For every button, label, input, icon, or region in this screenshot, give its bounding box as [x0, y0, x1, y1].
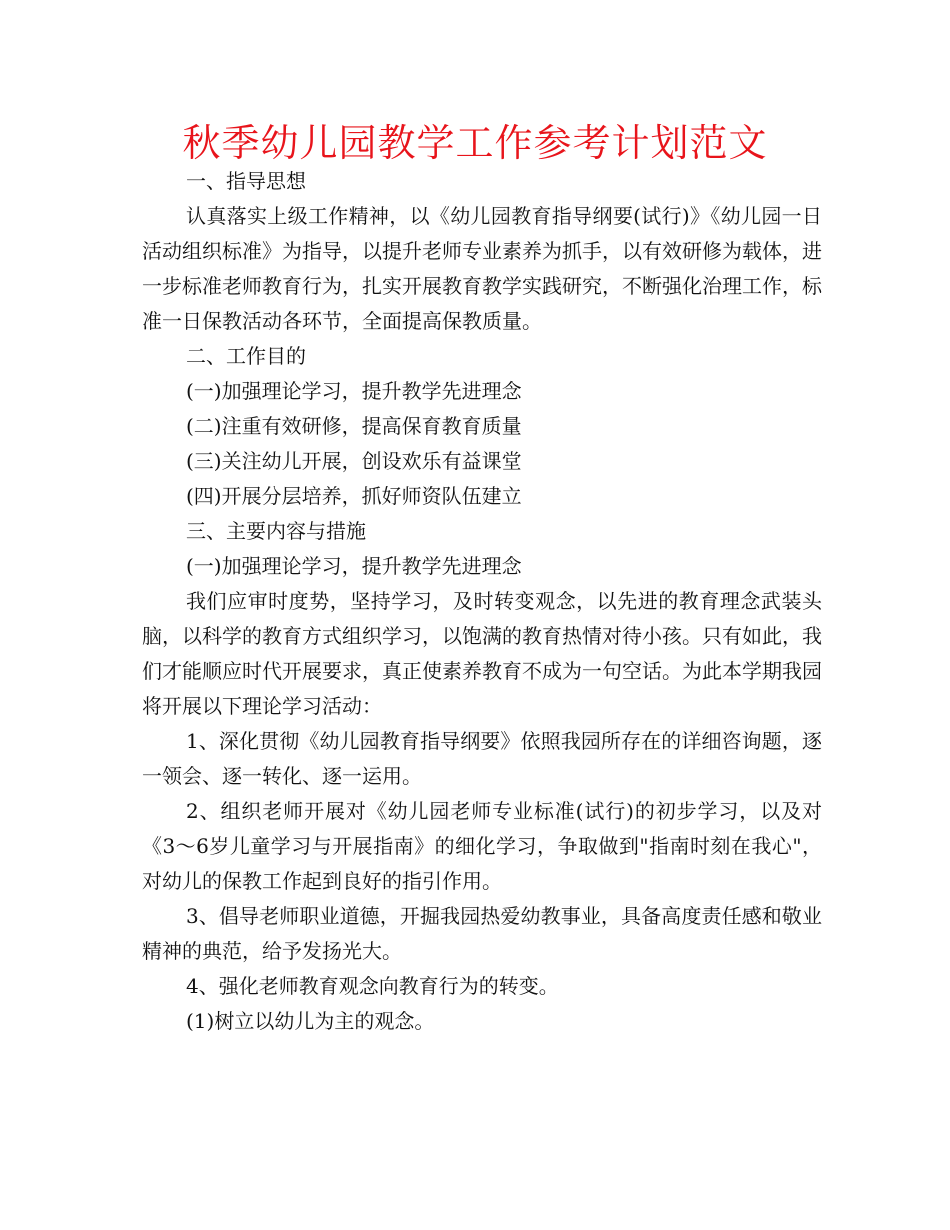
document-title: 秋季幼儿园教学工作参考计划范文: [182, 121, 768, 165]
list-item: 4、强化老师教育观念向教育行为的转变。: [186, 974, 559, 998]
section-heading: 一、指导思想: [186, 169, 306, 193]
list-item: (四)开展分层培养，抓好师资队伍建立: [186, 484, 522, 508]
section-heading: 二、工作目的: [186, 344, 306, 368]
list-item: 1、深化贯彻《幼儿园教育指导纲要》依照我园所存在的详细咨询题，逐一领会、逐一转化、逐一运用。: [142, 729, 822, 788]
list-item: (二)注重有效研修，提高保育教育质量: [186, 414, 522, 438]
paragraph: 我们应审时度势，坚持学习，及时转变观念，以先进的教育理念武装头脑，以科学的教育方式组织学习，以饱满的教育热情对待小孩。只有如此，我们才能顺应时代开展要求，真正使素养教育不成为一句空话。为此本学期我园将开展以下理论学习活动：: [142, 589, 822, 718]
list-item: 3、倡导老师职业道德，开掘我园热爱幼教事业，具备高度责任感和敬业精神的典范，给予发扬光大。: [142, 904, 822, 963]
subsection-heading: (一)加强理论学习，提升教学先进理念: [186, 554, 522, 578]
list-item: (1)树立以幼儿为主的观念。: [186, 1009, 435, 1033]
list-item: 2、组织老师开展对《幼儿园老师专业标准(试行)的初步学习，以及对《3～6岁儿童学习与开展指南》的细化学习，争取做到"指南时刻在我心"，对幼儿的保教工作起到良好的指引作用。: [142, 799, 822, 893]
list-item: (一)加强理论学习，提升教学先进理念: [186, 379, 522, 403]
section-heading: 三、主要内容与措施: [186, 519, 366, 543]
document-body: [142, 164, 822, 1039]
list-item: (三)关注幼儿开展，创设欢乐有益课堂: [186, 449, 522, 473]
paragraph: 认真落实上级工作精神，以《幼儿园教育指导纲要(试行)》《幼儿园一日活动组织标准》为指导，以提升老师专业素养为抓手，以有效研修为载体，进一步标准老师教育行为，扎实开展教育教学实践研究，不断强化治理工作，标准一日保教活动各环节，全面提高保教质量。: [142, 204, 822, 333]
